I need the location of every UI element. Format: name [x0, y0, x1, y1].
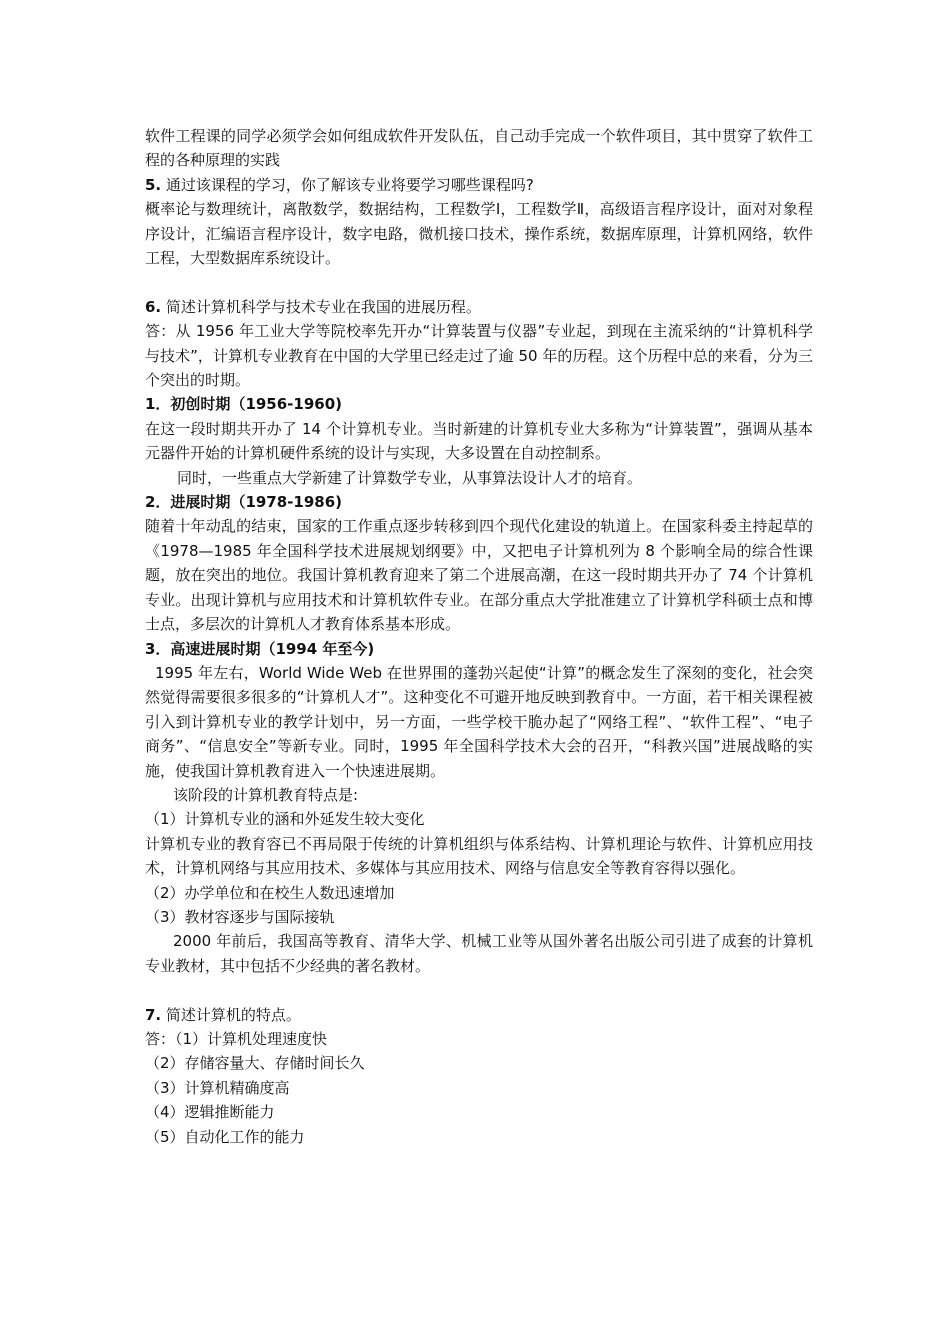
question-7 — [145, 1003, 813, 1027]
feature-item-1: （1）计算机专业的涵和外延发生较大变化 — [145, 810, 425, 829]
answer-5: 概率论与数理统计，离散数学，数据结构，工程数学Ⅰ，工程数学Ⅱ，高级语言程序设计，面对对象程序设计，汇编语言程序设计，数字电路，微机接口技术，操作系统，数据库原理，计算机网络，软件工程，大型数据库系统设计。 — [145, 200, 813, 268]
feature-item-2: （2）办学单位和在校生人数迅速增加 — [145, 883, 395, 902]
section-1-paragraph-2: 同时，一些重点大学新建了计算数学专业，从事算法设计人才的培育。 — [177, 468, 643, 487]
question-number: 7. — [145, 1005, 162, 1024]
feature-item-3: （3）教材容逐步与国际接轨 — [145, 907, 335, 926]
section-heading-3: 3．高速进展时期（1994 年至今) — [145, 639, 375, 658]
section-3-paragraph: 1995 年左右，World Wide Web 在世界围的蓬勃兴起使“计算”的概念发生了深刻的变化，社会突然觉得需要很多很多的“计算机人才”。这种变化不可避开地反映到教育中。一方面，若干相关课程被引入到计算机专业的教学计划中，另一方面，一些学校干脆办起了“网络工程”、“软件工程”、“电子商务”、“信息安全”等新专业。同时，1995 年全国科学技术大会的召开，“科教兴国”进展战略的实施，使我国计算机教育进入一个快速进展期。 — [145, 663, 813, 780]
paragraph-intro: 软件工程课的同学必须学会如何组成软件开发队伍，自己动手完成一个软件项目，其中贯穿了软件工程的各种原理的实践 — [145, 127, 813, 170]
answer-7-item-4: （4）逻辑推断能力 — [145, 1103, 275, 1122]
question-number: 6. — [145, 297, 162, 316]
question-5 — [145, 173, 813, 197]
feature-item-3-detail: 2000 年前后，我国高等教育、清华大学、机械工业等从国外著名出版公司引进了成套的计算机专业教材，其中包括不少经典的著名教材。 — [145, 932, 813, 975]
section-3-features-intro: 该阶段的计算机教育特点是: — [173, 785, 359, 804]
answer-7-item-3: （3）计算机精确度高 — [145, 1078, 290, 1097]
question-text: 通过该课程的学习，你了解该专业将要学习哪些课程吗? — [165, 175, 534, 194]
answer-7-item-1: 答：（1）计算机处理速度快 — [145, 1030, 328, 1048]
answer-6-intro: 答：从 1956 年工业大学等院校率先开办“计算装置与仪器”专业起，到现在主流采纳的“计算机科学与技术”，计算机专业教育在中国的大学里已经走过了逾 50 年的历程。这个历程中总的来看，分为三个突出的时期。 — [145, 322, 813, 390]
document-body — [145, 124, 813, 1149]
feature-item-1-detail: 计算机专业的教育容已不再局限于传统的计算机组织与体系结构、计算机理论与软件、计算机应用技术，计算机网络与其应用技术、多媒体与其应用技术、网络与信息安全等教育容得以强化。 — [145, 834, 813, 878]
section-heading-1: 1．初创时期（1956-1960) — [145, 395, 343, 414]
blank-line — [145, 978, 813, 1002]
section-2-paragraph: 随着十年动乱的结束，国家的工作重点逐步转移到四个现代化建设的轨道上。在国家科委主持起草的《1978—1985 年全国科学技术进展规划纲要》中，又把电子计算机列为 8 个影响全局的综合性课题，放在突出的地位。我国计算机教育迎来了第二个进展高潮，在这一段时期共开办了 74 个计算机专业。出现计算机与应用技术和计算机软件专业。在部分重点大学批准建立了计算机学科硕士点和博士点，多层次的计算机人才教育体系基本形成。 — [145, 517, 813, 634]
answer-7-item-2: （2）存储容量大、存储时间长久 — [145, 1054, 365, 1073]
question-number: 5. — [145, 175, 162, 194]
question-6 — [145, 295, 813, 319]
question-text: 简述计算机的特点。 — [165, 1005, 301, 1024]
blank-line — [145, 270, 813, 294]
section-1-paragraph: 在这一段时期共开办了 14 个计算机专业。当时新建的计算机专业大多称为“计算装置”，强调从基本元器件开始的计算机硬件系统的设计与实现，大多设置在自动控制系。 — [145, 419, 813, 463]
question-text: 简述计算机科学与技术专业在我国的进展历程。 — [165, 297, 481, 316]
answer-7-item-5: （5）自动化工作的能力 — [145, 1127, 305, 1146]
section-heading-2: 2．进展时期（1978-1986) — [145, 493, 343, 512]
